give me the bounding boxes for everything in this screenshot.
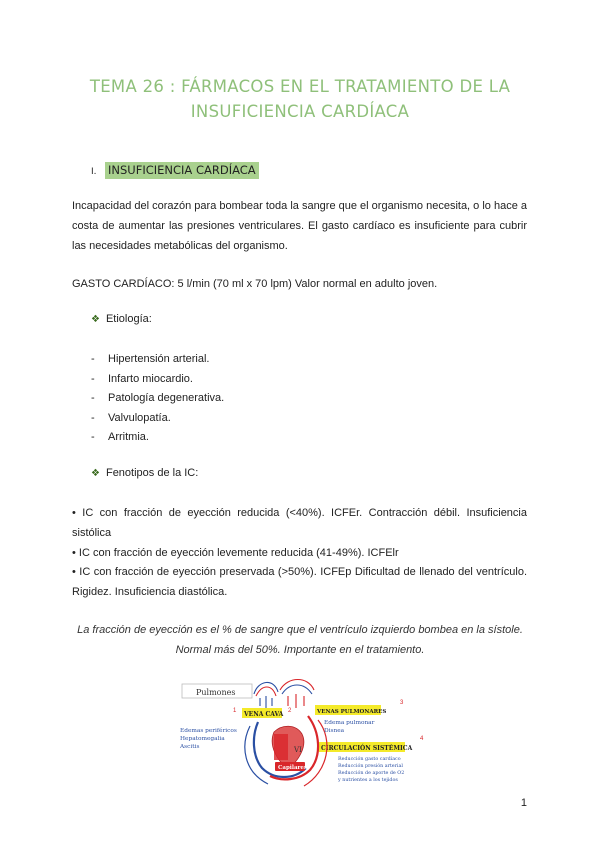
number-4: 4: [420, 736, 424, 742]
list-item: - Patología degenerativa.: [91, 392, 225, 405]
intro-paragraph: Incapacidad del corazón para bombear toda la sangre que el organismo necesita, o lo hace a costa de aumentar las presiones ventriculares. El gasto cardíaco es insuficiente para cubrir las necesidades metabólicas del organismo.: [72, 200, 527, 252]
lung-vessels: [254, 680, 314, 709]
list-item: - Arritmia.: [91, 431, 149, 444]
number-1: 1: [233, 708, 237, 714]
fenotipo-item: • IC con fracción de eyección levemente reducida (41-49%). ICFElr: [72, 547, 399, 559]
list-item: - Valvulopatía.: [91, 411, 171, 424]
svg-text:Reducción gasto cardíaco: Reducción gasto cardíaco: [338, 757, 401, 762]
fenotipo-item: • IC con fracción de eyección preservada (>50%). ICFEp Dificultad de llenado del ventrículo. Rigidez. Insuficiencia diastólica.: [72, 566, 527, 598]
svg-text:Disnea: Disnea: [324, 728, 345, 734]
capilares-label: Capilares: [278, 765, 308, 771]
section-title: INSUFICIENCIA CARDÍACA: [105, 162, 259, 179]
svg-text:Reducción presión arterial: Reducción presión arterial: [338, 764, 403, 769]
gasto-cardiaco-paragraph: GASTO CARDÍACO: 5 l/min (70 ml x 70 lpm) Valor normal en adulto joven.: [72, 278, 438, 290]
pulmones-label: Pulmones: [196, 688, 236, 697]
ejection-fraction-note: La fracción de eyección es el % de sangre que el ventrículo izquierdo bombea en la sístole. Normal más del 50%. Importante en el tratamiento.: [77, 624, 523, 656]
title-line-1: TEMA 26 : FÁRMACOS EN EL TRATAMIENTO DE LA: [89, 77, 511, 96]
svg-text:y nutrientes a los tejidos: y nutrientes a los tejidos: [338, 778, 398, 783]
bottom-notes: [337, 755, 404, 783]
venas-pulmonares-label: VENAS PULMONARES: [317, 709, 387, 715]
circulacion-label: CIRCULACIÓN SISTÉMICA: [321, 745, 413, 752]
svg-text:Hepatomegalia: Hepatomegalia: [180, 736, 225, 742]
fenotipos-heading: [91, 467, 198, 479]
vd-label: VD: [262, 748, 273, 756]
page-title: [70, 74, 530, 124]
page-number: 1: [520, 797, 527, 809]
number-3: 3: [400, 700, 404, 706]
etiologia-heading: [91, 313, 152, 325]
etiologia-label: Etiología:: [105, 313, 152, 325]
heart-circulation-diagram: [178, 676, 426, 792]
number-2: 2: [288, 708, 292, 714]
svg-text:Edema pulmonar: Edema pulmonar: [324, 720, 375, 726]
list-item: - Hipertensión arterial.: [91, 353, 210, 365]
fenotipo-item: • IC con fracción de eyección reducida (<40%). ICFEr. Contracción débil. Insuficiencia sistólica: [72, 507, 527, 539]
diamond-bullet-icon: ❖: [91, 314, 100, 325]
section-number: I.: [91, 167, 97, 177]
left-notes: [179, 727, 237, 750]
diamond-bullet-icon: ❖: [91, 468, 100, 479]
svg-text:Edemas periféricos: Edemas periféricos: [180, 728, 237, 734]
title-line-2: INSUFICIENCIA CARDÍACA: [190, 102, 410, 121]
vena-cava-label: VENA CAVA: [244, 711, 284, 718]
right-notes: [324, 720, 375, 734]
fenotipos-label: Fenotipos de la IC:: [105, 467, 199, 479]
svg-text:Reducción de aporte de O2: Reducción de aporte de O2: [338, 771, 405, 776]
vi-label: VI: [294, 746, 302, 754]
list-item: - Infarto miocardio.: [91, 372, 193, 385]
etiologia-list: [91, 350, 224, 448]
section-heading: [91, 163, 259, 177]
svg-text:Ascitis: Ascitis: [180, 744, 200, 750]
